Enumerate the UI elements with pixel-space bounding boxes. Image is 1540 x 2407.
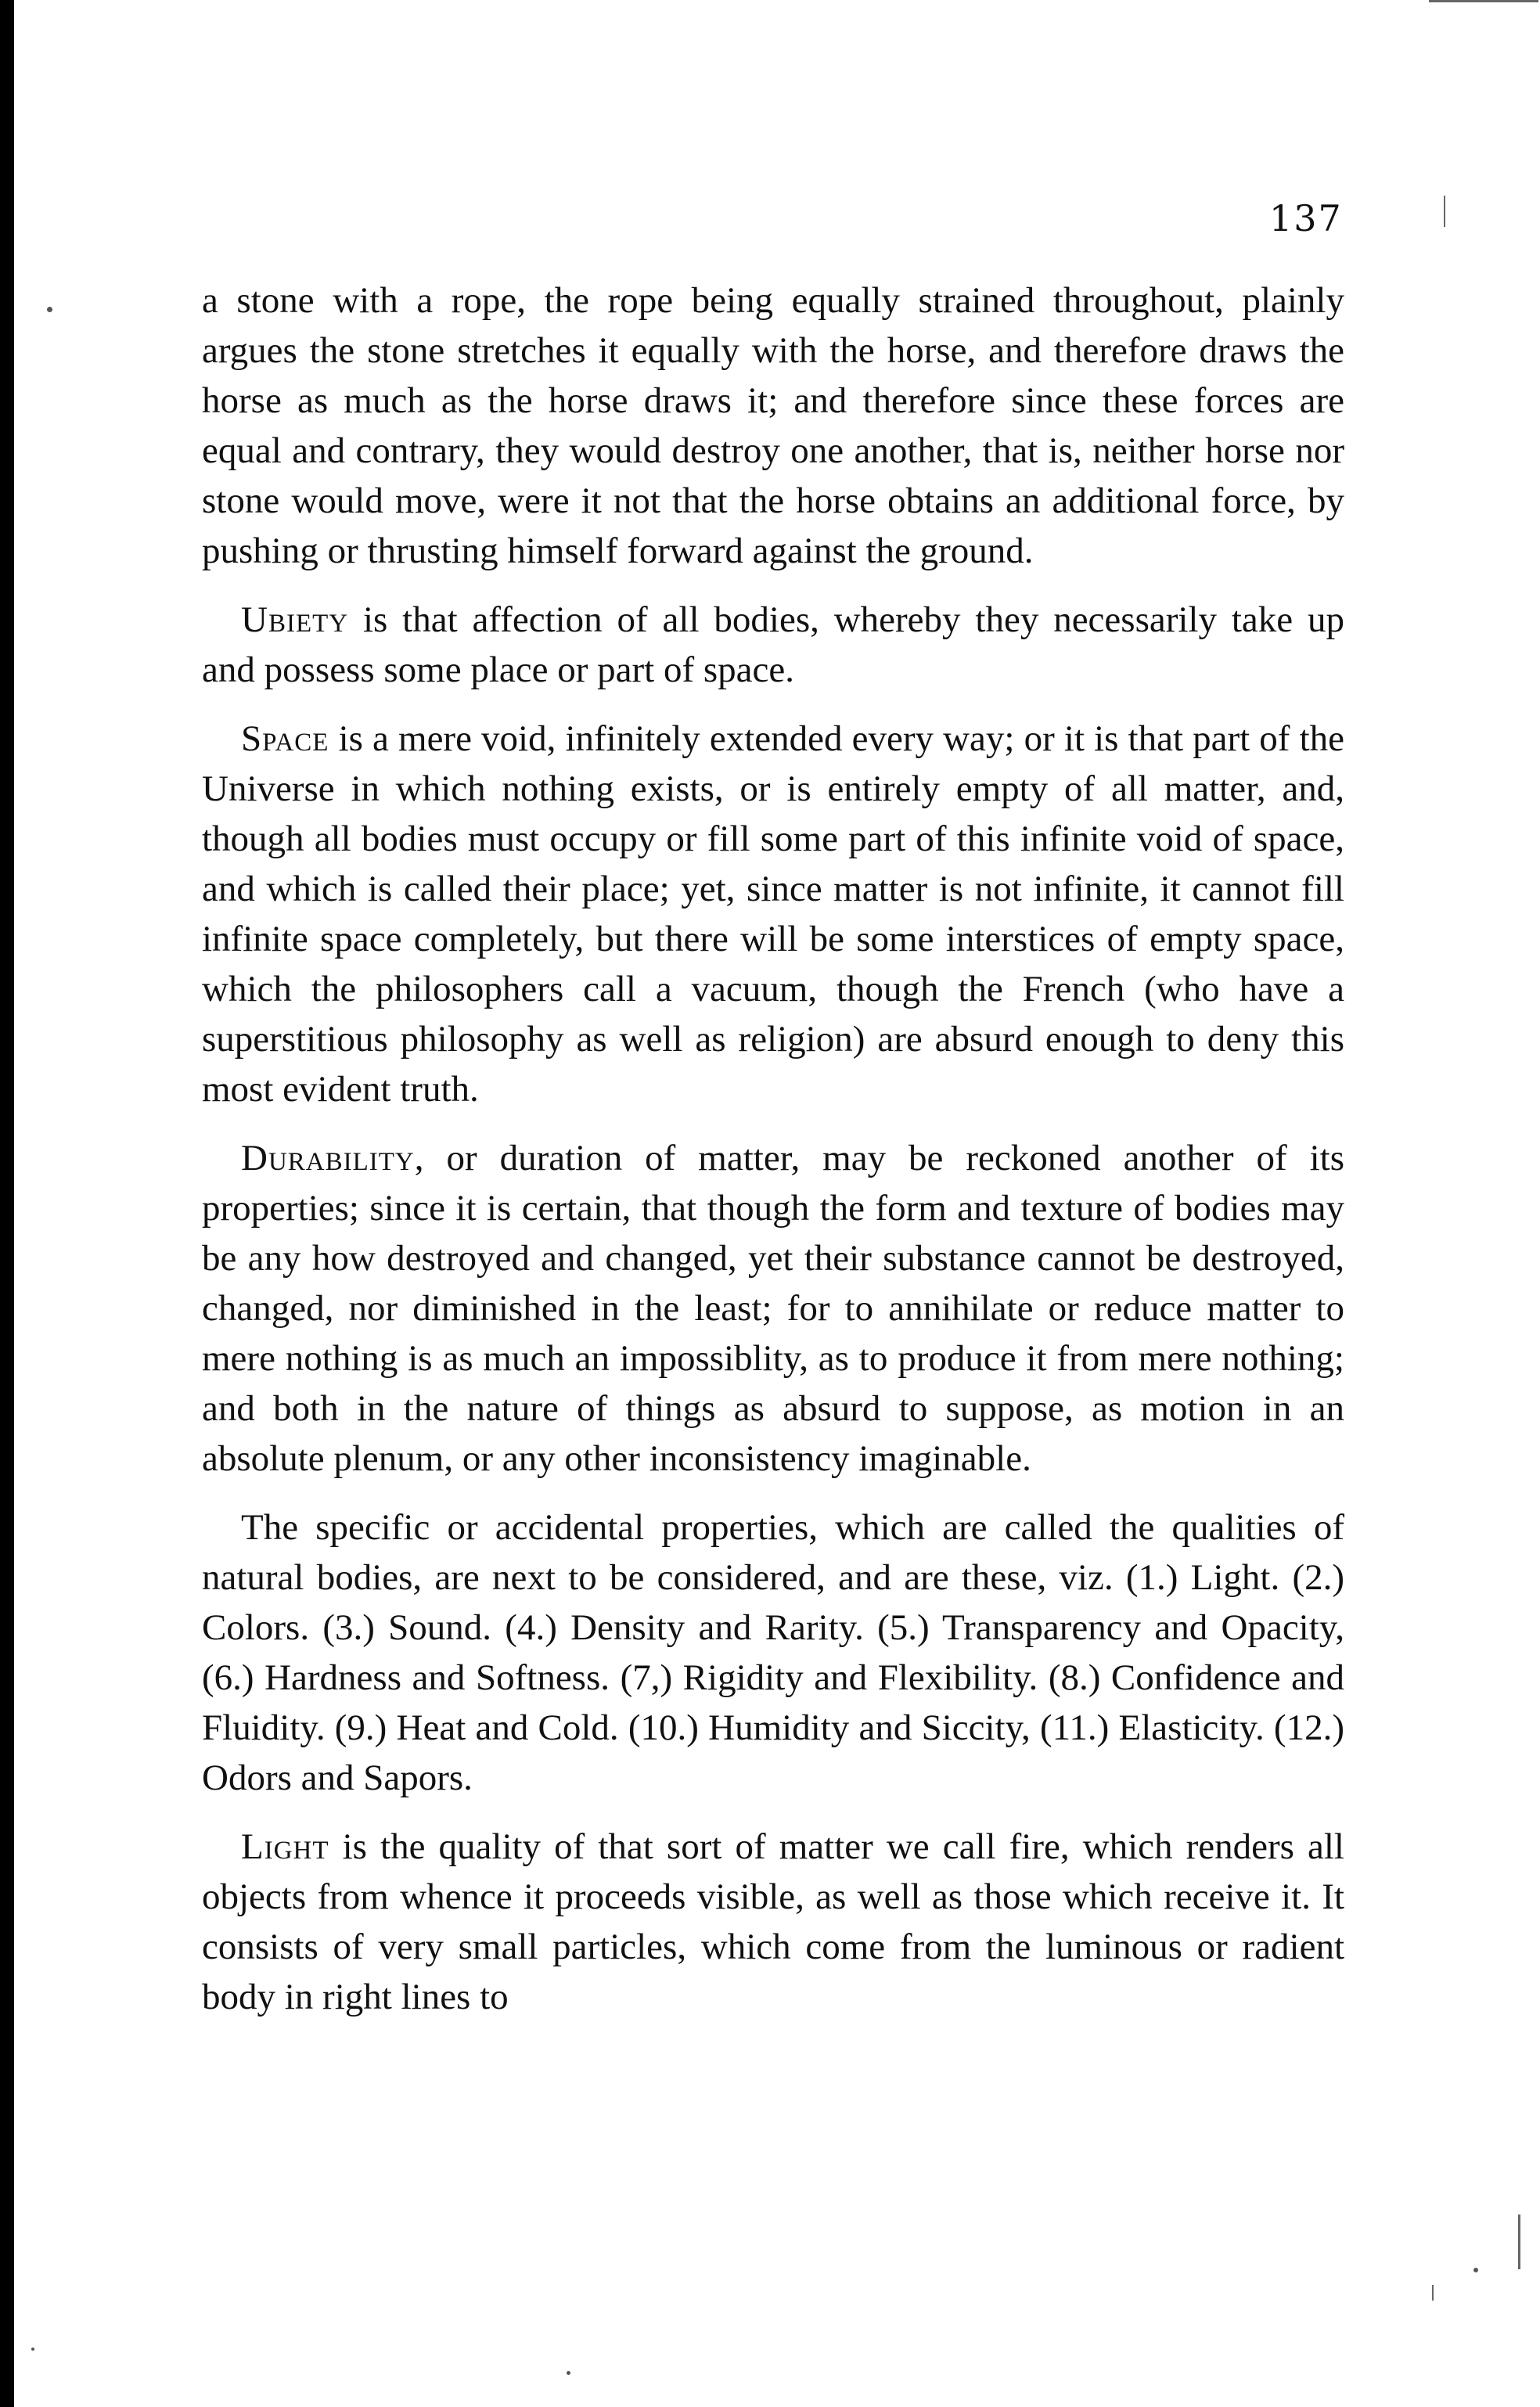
scan-mark (1432, 2285, 1434, 2301)
term-light: Light (241, 1826, 329, 1867)
paragraph-space (202, 714, 1344, 1114)
scan-mark (1444, 196, 1445, 227)
paragraph-text: is a mere void, infinitely extended every way; or it is that part of the Universe in which nothing exists, or is entirely empty of all matter, and, though all bodies must occupy or fill some part of this infinite void of space, and which is called their place; yet, since matter is not infinite, it cannot fill infinite space completely, but there will be some interstices of empty space, which the philosophers call a vacuum, though the French (who have a superstitious philosophy as well as religion) are absurd enough to deny this most evident truth. (202, 718, 1344, 1110)
paragraph-text: is the quality of that sort of matter we call fire, which renders all objects from whence it proceeds visible, as well as those which receive it. It consists of very small particles, which come from the luminous or radient body in right lines to (202, 1826, 1344, 2017)
scan-speck (567, 2371, 570, 2375)
body-text (202, 275, 1344, 2041)
scan-speck (31, 2348, 34, 2351)
scan-speck (47, 307, 52, 312)
scan-mark (1429, 0, 1538, 2)
scan-mark (1518, 2215, 1520, 2269)
term-ubiety: Ubiety (241, 599, 349, 640)
paragraph-ubiety (202, 595, 1344, 695)
paragraph-text: , or duration of matter, may be reckoned another of its properties; since it is certain, that though the form and texture of bodies may be any how destroyed and changed, yet their substance cannot be destroyed, changed, nor diminished in the least; for to annihilate or reduce matter to mere nothing is as much an impossiblity, as to produce it from mere nothing; and both in the nature of things as absurd to suppose, as motion in an absolute plenum, or any other inconsistency imaginable. (202, 1138, 1344, 1479)
paragraph-qualities (202, 1502, 1344, 1803)
page-number: 137 (1269, 197, 1343, 239)
paragraph-light (202, 1822, 1344, 2022)
paragraph-horse-and-stone (202, 275, 1344, 576)
term-durability: Durability (241, 1138, 415, 1178)
page-binding-edge (0, 0, 14, 2407)
term-space: Space (241, 718, 329, 759)
paragraph-durability (202, 1133, 1344, 1484)
paragraph-text: is that affection of all bodies, whereby they necessarily take up and possess some place or part of space. (202, 599, 1344, 690)
paragraph-text: The specific or accidental properties, which are called the qualities of natural bodies, are next to be considered, and are these, viz. (1.) Light. (2.) Colors. (3.) Sound. (4.) Density and Rarity. (5.) Transparency and Opacity, (6.) Hardness and Softness. (7,) Rigidity and Flexibility. (8.) Confidence and Fluidity. (9.) Heat and Cold. (10.) Humidity and Siccity, (11.) Elasticity. (12.) Odors and Sapors. (202, 1507, 1344, 1798)
paragraph-text: a stone with a rope, the rope being equally strained throughout, plainly argues the stone stretches it equally with the horse, and therefore draws the horse as much as the horse draws it; and therefore since these forces are equal and contrary, they would destroy one another, that is, neither horse nor stone would move, were it not that the horse obtains an additional force, by pushing or thrusting himself forward against the ground. (202, 280, 1344, 571)
scan-speck (1473, 2268, 1478, 2272)
